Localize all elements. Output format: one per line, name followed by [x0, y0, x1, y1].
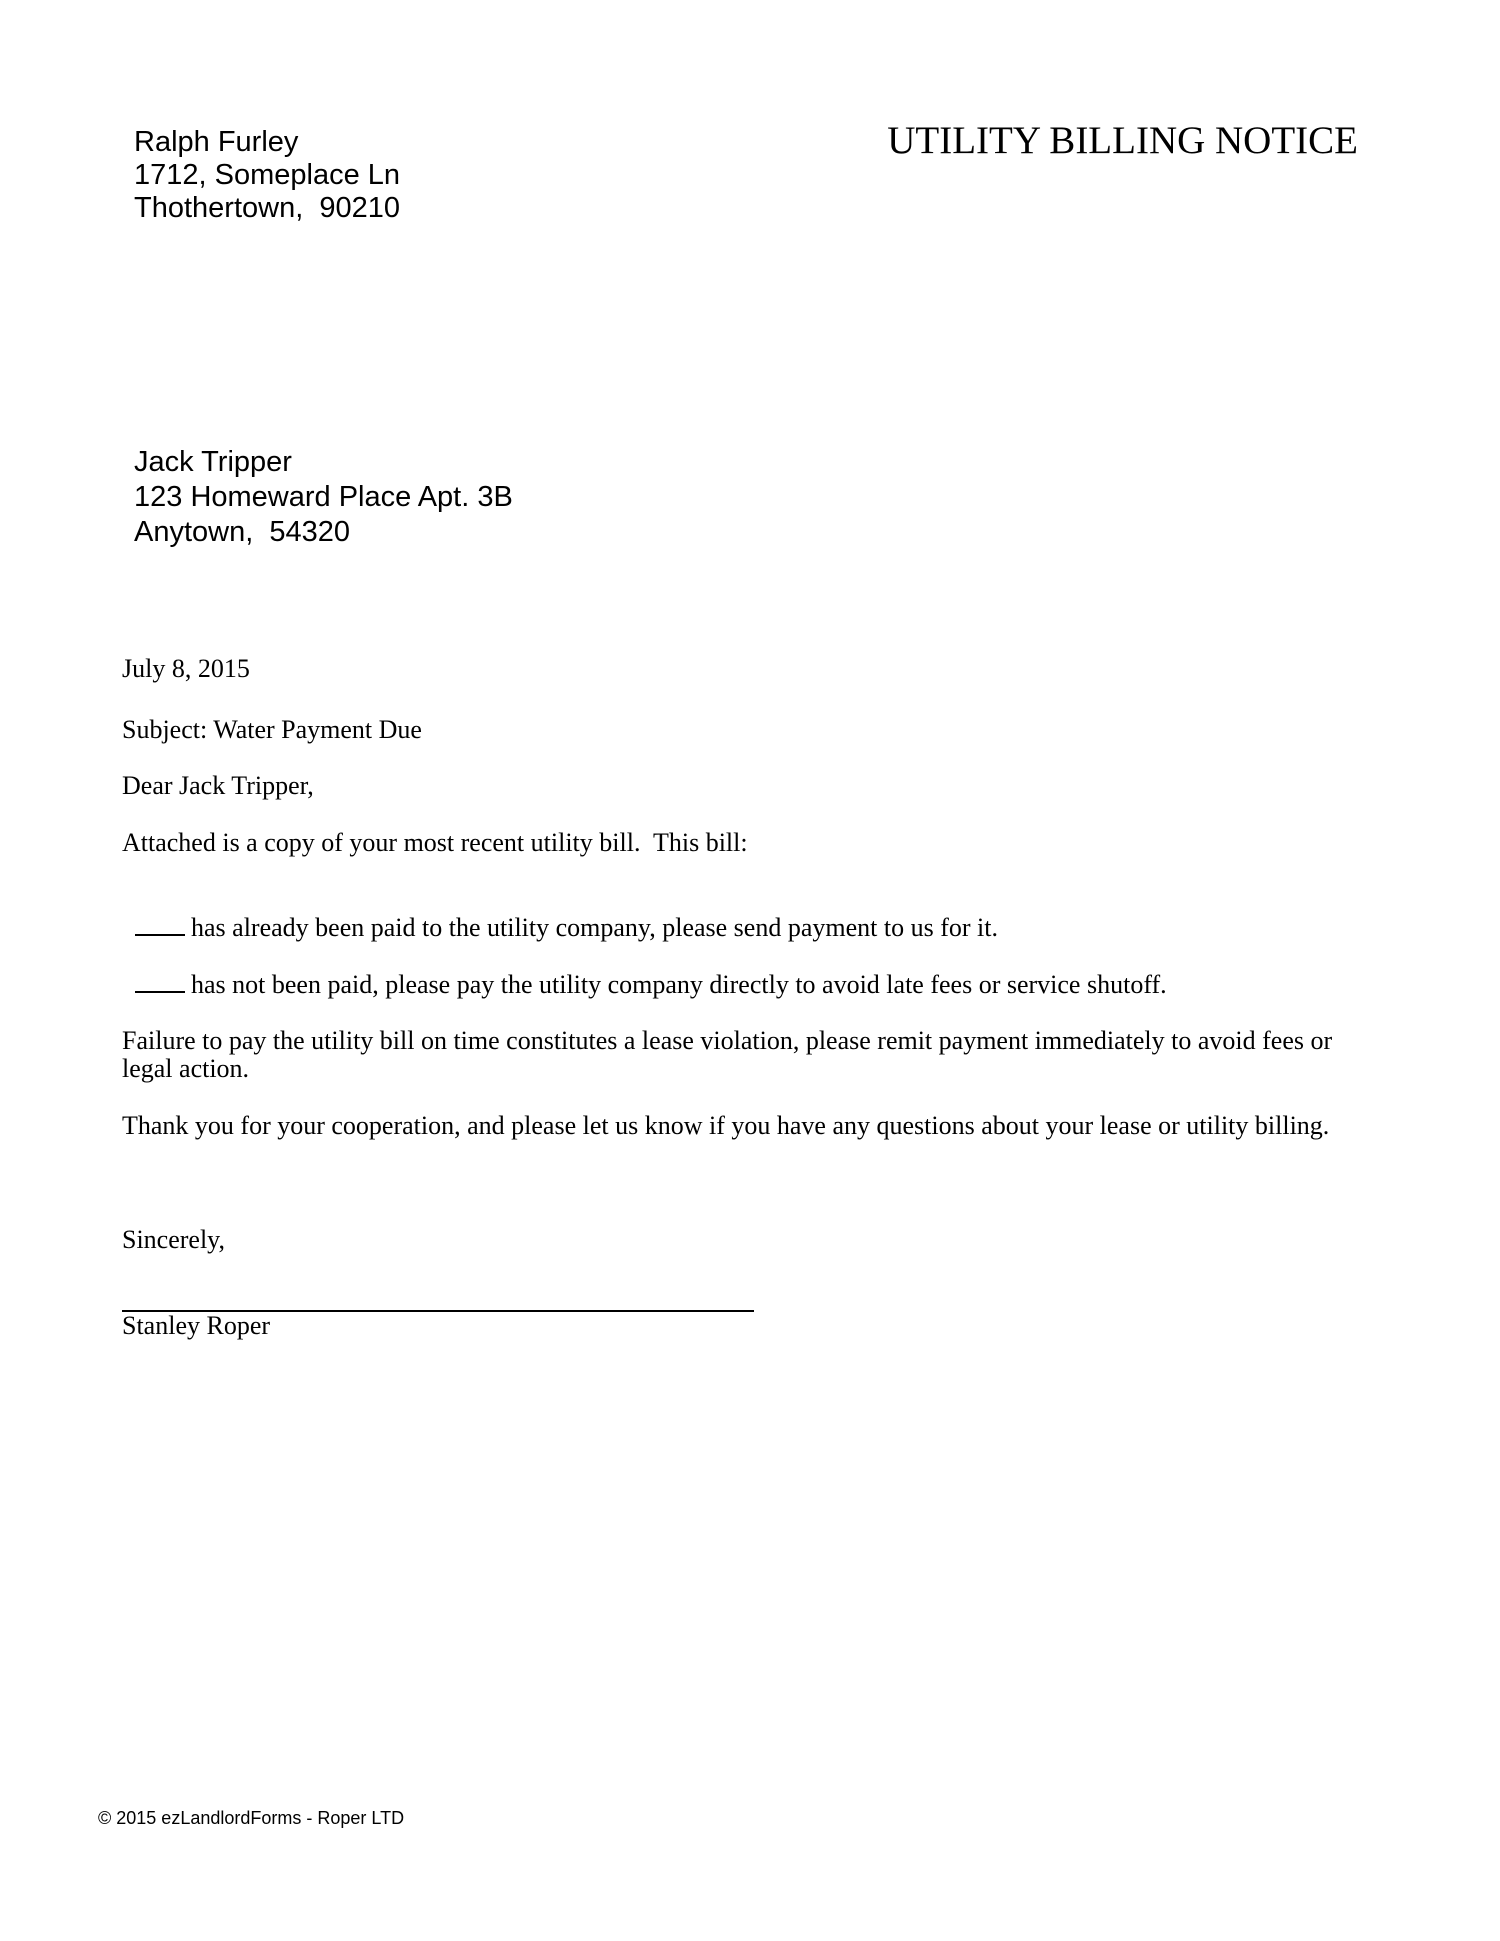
paragraph-thanks: Thank you for your cooperation, and please let us know if you have any questions about your lease or utility billing.: [122, 1111, 1330, 1140]
option-text: has already been paid to the utility company, please send payment to us for it.: [191, 913, 998, 942]
sender-city-zip: Thothertown, 90210: [134, 192, 401, 224]
recipient-name: Jack Tripper: [134, 446, 292, 478]
sender-address: [134, 126, 400, 225]
checkbox-blank-line[interactable]: [135, 934, 185, 936]
recipient-address: [134, 446, 513, 549]
letter-intro: Attached is a copy of your most recent utility bill. This bill:: [122, 828, 748, 857]
document-title: UTILITY BILLING NOTICE: [887, 119, 1358, 162]
letter-closing: Sincerely,: [122, 1225, 225, 1254]
copyright-footer: © 2015 ezLandlordForms - Roper LTD: [98, 1808, 405, 1828]
sender-street: 1712, Someplace Ln: [134, 159, 401, 191]
checkbox-blank-line[interactable]: [135, 991, 185, 993]
letter-salutation: Dear Jack Tripper,: [122, 771, 314, 800]
option-text: has not been paid, please pay the utility company directly to avoid late fees or service shutoff.: [191, 970, 1167, 999]
signatory-name: Stanley Roper: [122, 1311, 271, 1340]
paragraph-warning: Failure to pay the utility bill on time constitutes a lease violation, please remit payment immediately to avoid fees or legal action.: [122, 1026, 1333, 1083]
letter-subject: Subject: Water Payment Due: [122, 715, 422, 744]
option-not-paid: [122, 943, 1167, 999]
option-already-paid: [122, 886, 998, 942]
recipient-city-zip: Anytown, 54320: [134, 516, 351, 548]
sender-name: Ralph Furley: [134, 126, 299, 158]
recipient-street: 123 Homeward Place Apt. 3B: [134, 481, 513, 513]
letter-date: July 8, 2015: [122, 654, 250, 683]
